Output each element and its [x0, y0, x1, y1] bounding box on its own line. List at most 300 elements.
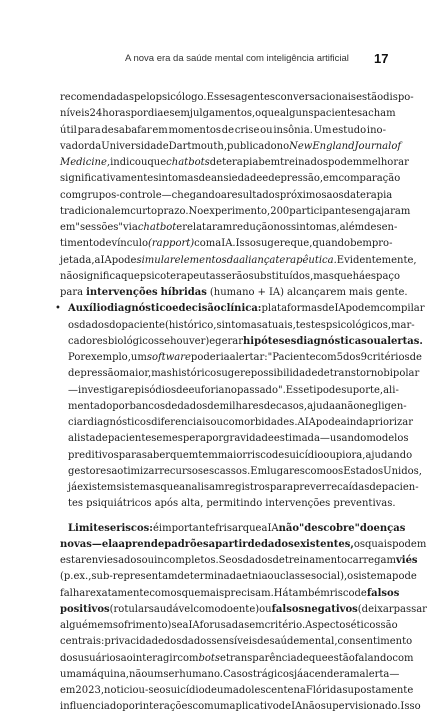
word: com	[192, 701, 214, 713]
word: os	[231, 555, 243, 566]
word: atuais,	[261, 319, 296, 331]
text-line	[60, 521, 406, 537]
word: Por	[68, 352, 86, 363]
word: Evidentemente,	[336, 254, 417, 266]
word: usada	[214, 620, 245, 631]
word: transparência	[225, 652, 297, 664]
word: Esses	[206, 92, 236, 103]
word: Se	[218, 555, 232, 566]
page-number: 17	[374, 51, 389, 66]
word: houver)	[170, 335, 210, 347]
word: a	[94, 254, 101, 266]
word: pacien-	[381, 482, 419, 493]
word: bots	[198, 652, 221, 664]
text-line	[60, 586, 400, 602]
word: precisam.	[224, 587, 274, 599]
word: hipóteses	[243, 335, 297, 347]
word: tem	[198, 449, 218, 461]
word: a	[215, 238, 222, 250]
word: como	[193, 603, 221, 615]
word: máquina,	[81, 668, 129, 680]
word: em	[60, 685, 76, 696]
word: influenciado	[60, 701, 123, 713]
word: por	[130, 108, 148, 120]
word: com	[392, 652, 414, 664]
word: a	[220, 189, 227, 201]
word: ali-	[383, 384, 399, 396]
word: ajudando	[365, 449, 413, 461]
word: éticos	[350, 620, 381, 631]
word: falsos	[271, 603, 305, 615]
word: "descobre"	[299, 522, 360, 534]
word: além	[339, 222, 365, 233]
text-line	[60, 602, 427, 618]
word: conversacionais	[275, 92, 357, 103]
word: Medicine,	[60, 157, 111, 168]
word: +	[257, 287, 266, 298]
word: já	[68, 482, 78, 493]
word: (deixar	[357, 603, 394, 615]
word: os	[332, 465, 344, 477]
text-line	[60, 334, 423, 350]
word: Dartmouth,	[168, 140, 227, 152]
word: ela	[101, 538, 119, 550]
word: significativamente	[60, 173, 154, 185]
word: IA)	[268, 287, 285, 298]
text-line	[60, 350, 422, 366]
text-line	[60, 269, 401, 285]
word: (p.	[60, 571, 74, 583]
word: de	[207, 400, 220, 412]
word: que	[242, 522, 262, 534]
word: de	[409, 352, 422, 363]
text-line	[60, 253, 417, 269]
word: da	[88, 140, 102, 152]
word: é	[152, 522, 159, 534]
text-line	[60, 634, 413, 650]
word: psicólogo.	[155, 92, 207, 103]
word: IA	[291, 701, 303, 713]
word: supostamente	[342, 685, 414, 696]
word: dados	[242, 555, 273, 566]
word: suicídio	[284, 449, 324, 461]
word: por	[122, 701, 140, 713]
word: a	[182, 620, 189, 631]
word: melhorar	[362, 157, 409, 168]
word: os	[170, 587, 182, 599]
word: IA	[188, 620, 200, 631]
word: exemplo,	[85, 352, 131, 363]
word: de	[99, 238, 112, 250]
word: vínculo	[111, 238, 148, 250]
word: em	[152, 124, 168, 136]
word: critérios	[366, 352, 410, 363]
word: IA	[304, 417, 316, 428]
word: espera	[171, 433, 206, 445]
word: nos	[273, 222, 291, 233]
word: histórico	[171, 368, 217, 380]
word: biológicos	[107, 335, 160, 347]
text-line	[60, 188, 393, 204]
word: elementos	[174, 254, 227, 266]
word: poderia	[190, 352, 230, 363]
word: quem	[170, 449, 199, 461]
word: que	[261, 108, 280, 120]
word: interações	[139, 701, 193, 713]
word: passar	[393, 603, 427, 615]
word: no	[224, 384, 237, 396]
word: analisam	[179, 482, 225, 493]
word: ex.,	[73, 571, 92, 583]
word: de	[204, 685, 217, 696]
word: participantes	[289, 205, 357, 217]
word: de	[209, 157, 223, 168]
text-line	[60, 618, 398, 634]
word: útil	[60, 124, 77, 136]
word: um	[147, 668, 164, 680]
word: de	[317, 368, 330, 380]
word: que	[147, 157, 167, 168]
word: riscos:	[116, 522, 153, 534]
word: mentado	[68, 400, 113, 412]
word: 200	[270, 205, 290, 217]
word: Estados	[343, 465, 384, 477]
word: que	[181, 587, 201, 599]
word: espaço	[365, 270, 401, 282]
bullet-line	[55, 301, 425, 317]
word: de	[322, 303, 335, 315]
text-line	[60, 431, 409, 447]
word: —	[161, 189, 172, 201]
word: aprende	[118, 538, 165, 550]
word: aos	[326, 189, 344, 201]
word: existentes,	[293, 538, 354, 550]
word: Journal	[354, 140, 392, 152]
word: o	[347, 571, 354, 583]
word: recomendadas	[60, 92, 135, 103]
word: estudo	[332, 124, 367, 136]
word: investigar	[78, 384, 129, 396]
word: relataram	[182, 222, 233, 233]
word: a	[261, 522, 268, 534]
word: ansiedade	[210, 173, 263, 185]
word: humano.	[179, 668, 223, 680]
word: possibilidade	[250, 368, 318, 380]
word: comorbidades.	[223, 417, 298, 428]
word: sintomas,	[291, 222, 340, 233]
word: para	[269, 482, 293, 493]
word: o	[159, 685, 166, 696]
word: ou	[260, 124, 273, 136]
word: usuários	[77, 652, 121, 664]
word: (rotular	[109, 603, 149, 615]
word: "Paciente	[267, 352, 316, 363]
word: pode	[392, 571, 417, 583]
word: diagnósticos	[87, 417, 152, 428]
word: dos	[60, 652, 78, 664]
word: 5	[336, 352, 344, 363]
word: substituídos,	[248, 270, 314, 282]
text-line	[60, 699, 421, 715]
text-line	[60, 285, 408, 301]
word: de	[296, 652, 309, 664]
word: de	[354, 587, 367, 599]
word: de	[198, 173, 211, 185]
text-line	[60, 553, 418, 569]
word: otimizar	[117, 465, 160, 477]
word: gestores	[68, 465, 112, 477]
word: de	[165, 400, 178, 412]
word: England	[312, 140, 355, 152]
word: diferenciais	[151, 417, 211, 428]
text-line	[60, 383, 399, 399]
word: doenças	[359, 522, 406, 534]
word: sofrimento)	[112, 620, 172, 631]
word: se	[159, 335, 171, 347]
word: Auxílio	[68, 303, 108, 315]
word: sugere	[255, 238, 291, 250]
word: ciar	[68, 417, 88, 428]
word: após	[154, 498, 179, 510]
word: que	[308, 652, 328, 664]
word: euforia	[188, 384, 225, 396]
word: ser	[163, 668, 180, 680]
word: em	[60, 222, 76, 233]
word: grupos-controle	[81, 189, 162, 201]
word: sintomas	[153, 173, 199, 185]
word: dados	[260, 538, 294, 550]
word: (histórico,	[164, 319, 217, 331]
text-line	[60, 220, 398, 236]
word: híbridas	[160, 287, 207, 298]
word: engajaram	[356, 205, 411, 217]
word: pode	[111, 254, 137, 266]
word: testes	[295, 319, 326, 331]
text-line	[60, 90, 414, 106]
text-line	[60, 651, 414, 667]
word: com	[60, 189, 82, 201]
word: determinada	[177, 571, 242, 583]
word: e	[163, 108, 170, 120]
word: agentes	[235, 92, 275, 103]
word: Um	[313, 124, 332, 136]
word: priorizar	[368, 417, 414, 428]
word: ainda	[340, 417, 369, 428]
word: importante	[158, 522, 216, 534]
word: ajuda	[307, 400, 335, 412]
word: recaídas	[326, 482, 370, 493]
body-text	[55, 90, 427, 716]
word: intervenções	[265, 498, 331, 510]
word: depressão,	[268, 173, 324, 185]
word: intervenções	[86, 287, 158, 298]
word: bem	[258, 157, 281, 168]
word: transtorno	[329, 368, 384, 380]
word: timento	[60, 238, 100, 250]
word: carregam	[347, 555, 396, 566]
word: sistema	[353, 571, 393, 583]
word: prazo.	[157, 205, 189, 217]
word: um	[216, 685, 233, 696]
word: (humano	[209, 287, 255, 298]
word: aplicativo	[229, 701, 279, 713]
word: incompletos.	[154, 555, 219, 566]
word: A	[297, 417, 305, 428]
word: de	[221, 124, 235, 136]
word: positivos	[60, 603, 110, 615]
word: prever	[292, 482, 327, 493]
word: bipolar	[383, 368, 420, 380]
word: critério.	[264, 620, 306, 631]
word: dos	[163, 636, 182, 648]
word: milhares	[219, 400, 264, 412]
word: a	[111, 465, 118, 477]
word: Em	[250, 465, 268, 477]
word: gente.	[375, 287, 408, 298]
word: pacientes	[107, 433, 157, 445]
word: permitindo	[206, 498, 263, 510]
word: suicídio	[165, 685, 205, 696]
word: com	[177, 652, 199, 664]
text-line	[60, 399, 407, 415]
word: do	[109, 319, 122, 331]
word: em	[97, 620, 113, 631]
word: falando	[354, 652, 393, 664]
word: da	[343, 189, 357, 201]
word: ou	[267, 571, 281, 583]
word: dos	[343, 352, 361, 363]
word: sen-	[376, 222, 398, 233]
word: de	[176, 384, 189, 396]
word: pelo	[134, 92, 156, 103]
word: quais	[364, 538, 393, 550]
word: sugere	[216, 368, 251, 380]
word: para	[77, 124, 101, 136]
word: usando	[329, 433, 367, 445]
word: e	[109, 522, 117, 534]
word: experimento,	[203, 205, 271, 217]
word: IA	[334, 303, 346, 315]
word: que,	[290, 238, 313, 250]
word: alta,	[181, 498, 204, 510]
word: registros	[224, 482, 270, 493]
word: na	[293, 685, 306, 696]
word: falhar	[60, 587, 91, 599]
word: escassos.	[203, 465, 251, 477]
word: pode	[315, 417, 341, 428]
word: também	[288, 587, 330, 599]
word: aliança	[239, 254, 276, 266]
running-header	[0, 52, 448, 68]
word: são	[380, 620, 398, 631]
text-line	[60, 667, 400, 683]
word: Unidos,	[383, 465, 422, 477]
word: —	[389, 668, 400, 680]
word: significa	[78, 270, 122, 282]
word: decisão	[178, 303, 221, 315]
text-line	[60, 123, 386, 139]
word: of	[391, 140, 402, 152]
word: o	[255, 108, 262, 120]
word: sistemas	[116, 482, 161, 493]
word: depressão	[68, 368, 120, 380]
word: preditivos	[68, 449, 119, 461]
word: estimada	[273, 433, 320, 445]
word: tipo	[309, 384, 329, 396]
word: podem	[392, 538, 427, 550]
word: indicou	[110, 157, 148, 168]
word: pacientes	[313, 108, 363, 120]
word: compilar	[379, 303, 425, 315]
word: mais	[348, 287, 373, 298]
word: de	[247, 538, 261, 550]
word: bem	[350, 238, 372, 250]
word: enviesados	[85, 555, 142, 566]
word: risco	[247, 449, 272, 461]
word: psicoterapeutas	[139, 270, 221, 282]
word: Isso	[400, 701, 421, 713]
word: treinamento	[284, 555, 348, 566]
word: alerta	[359, 668, 390, 680]
word: Aspectos	[305, 620, 351, 631]
word: —	[91, 538, 102, 550]
word: psicológicos,	[325, 319, 392, 331]
word: e	[172, 303, 179, 315]
word: sensíveis	[211, 636, 258, 648]
word: de	[364, 222, 377, 233]
text-line	[60, 139, 402, 155]
word: dados	[181, 636, 212, 648]
word: chegando	[171, 189, 221, 201]
word: podem	[328, 157, 363, 168]
word: redução	[232, 222, 274, 233]
word: piora,	[335, 449, 366, 461]
word: a	[68, 433, 74, 445]
word: de	[328, 384, 342, 396]
word: de	[369, 482, 382, 493]
word: ino-	[366, 124, 386, 136]
word: noticiou-se	[104, 685, 160, 696]
word: negligen-	[359, 400, 407, 412]
word: classe	[280, 571, 311, 583]
bullet-icon: •	[55, 303, 61, 315]
word: existem	[77, 482, 117, 493]
word: sintomas	[216, 319, 262, 331]
word: por	[205, 433, 224, 445]
running-title: A nova era da saúde mental com inteligência artificial	[125, 53, 349, 64]
word: de	[271, 449, 285, 461]
word: ou	[141, 555, 155, 566]
word: trágicos	[252, 668, 295, 680]
word: serão	[220, 270, 249, 282]
word: comparação	[338, 173, 401, 185]
word: de	[95, 433, 108, 445]
word: simular	[136, 254, 175, 266]
word: estão	[356, 92, 384, 103]
word: julgamentos,	[189, 108, 256, 120]
word: sub-representam	[91, 571, 178, 583]
word: que	[333, 270, 353, 282]
word: não	[340, 400, 360, 412]
word: No	[188, 205, 204, 217]
word: saúde	[269, 636, 300, 648]
text-line	[60, 480, 419, 496]
text-line	[60, 171, 401, 187]
text-line	[60, 496, 396, 512]
word: dados	[177, 400, 208, 412]
word: partir	[215, 538, 248, 550]
word: saudável	[148, 603, 194, 615]
